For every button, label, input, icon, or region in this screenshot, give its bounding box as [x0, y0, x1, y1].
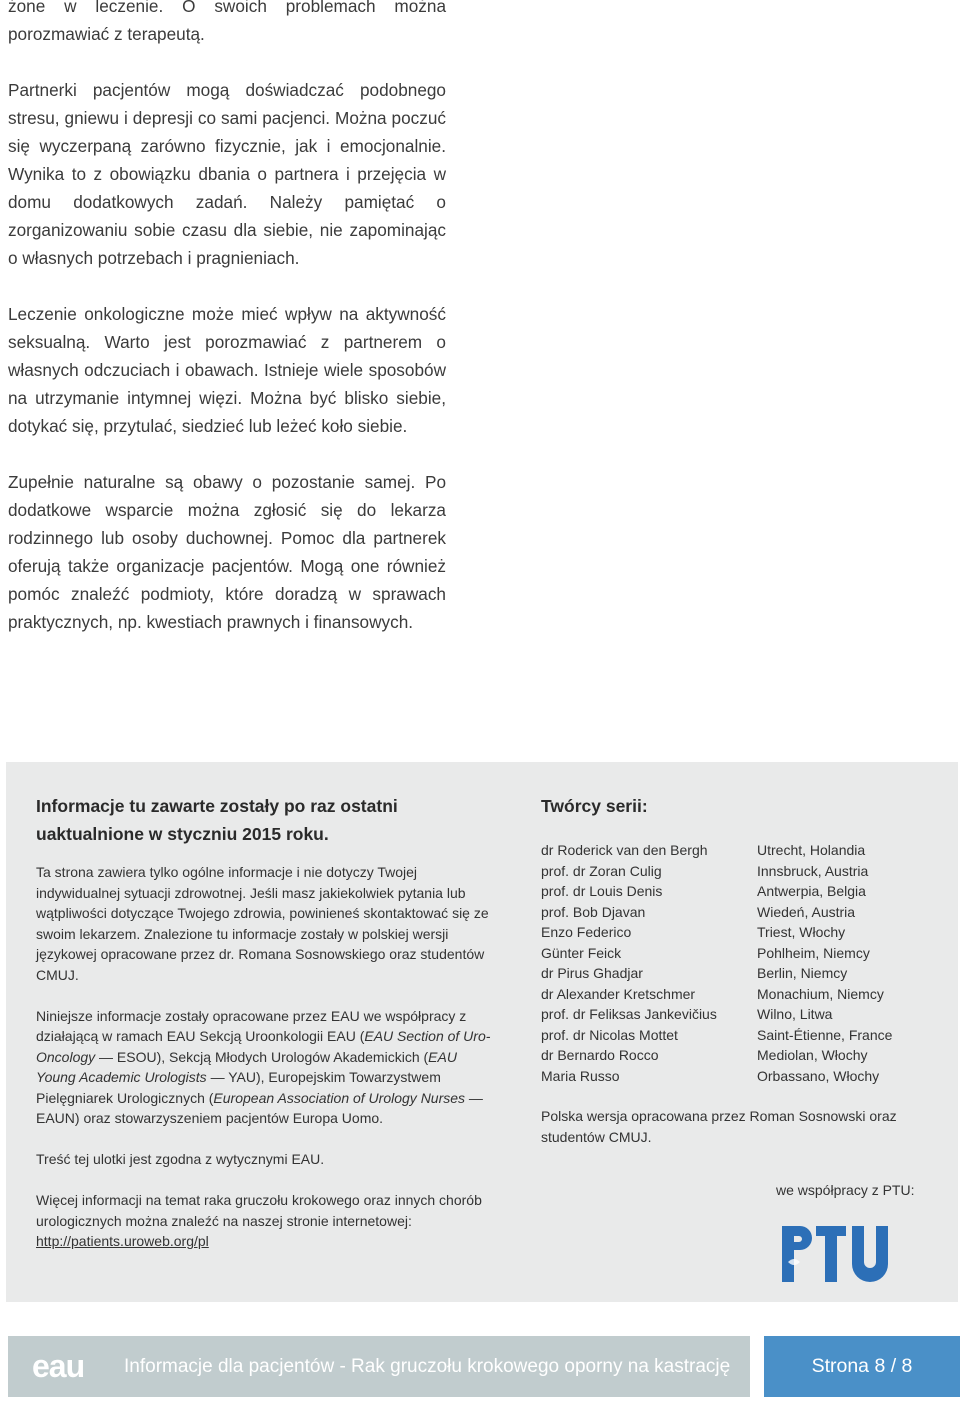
ptu-label: we współpracy z PTU: [776, 1182, 915, 1198]
author-place: Pohlheim, Niemcy [757, 944, 870, 961]
author-place: Wilno, Litwa [757, 1006, 833, 1022]
author-place: Mediolan, Włochy [757, 1047, 868, 1063]
author-place: Innsbruck, Austria [757, 862, 869, 879]
ptu-block [776, 1180, 946, 1293]
paragraph: Leczenie onkologiczne może mieć wpływ na aktywność seksualną. Warto jest porozmawiać z partnerem o własnych odczuciach i obawach. Istnieje wiele sposobów na utrzymanie intymnej więzi. Można być blisko siebie, dotykać się, przytulać, siedzieć lub leżeć koło siebie. [8, 304, 446, 436]
author-name: dr Pirus Ghadjar [541, 965, 643, 981]
collab-italic: EAU Young Academic Urologists [36, 1048, 457, 1085]
author-name: prof. dr Nicolas Mottet [541, 1026, 678, 1043]
collab-italic: EAU Section of Uro-Oncology [36, 1028, 491, 1065]
collab-part: Niniejsze informacje zostały opracowane przez EAU we współpracy z działającą w ramach EAU Sekcją Uroonkologii EAU ( [36, 1007, 467, 1044]
update-heading: Informacje tu zawarte zostały po raz ostatni uaktualnione w styczniu 2015 roku. [36, 796, 398, 844]
disclaimer-text: Ta strona zawiera tylko ogólne informacje i nie dotyczy Twojej indywidualnej sytuacji zdrowotnej. Jeśli masz jakiekolwiek pytania lub wątpliwości dotyczące Twojego zdrowia, powinieneś skontaktować się ze swoim lekarzem. Znalezione tu informacje zostały w polskiej wersji językowej opracowane przez dr. Romana Sosnowskiego oraz studentów CMUJ. [36, 864, 489, 983]
author-place: Wiedeń, Austria [757, 903, 856, 920]
author-name: prof. Bob Djavan [541, 903, 646, 920]
author-place: Utrecht, Holandia [757, 842, 866, 858]
author-place: Antwerpia, Belgia [757, 883, 866, 899]
collaboration-text [36, 1006, 492, 1129]
author-name: dr Bernardo Rocco [541, 1047, 659, 1063]
page-number-box [764, 1336, 960, 1397]
paragraph: Zupełnie naturalne są obawy o pozostanie samej. Po dodatkowe wsparcie można zgłosić się do lekarza rodzinnego lub osoby duchownej. Pomoc dla partnerek oferują także organizacje pacjentów. Mogą one również pomóc znaleźć podmioty, które doradzą w sprawach praktycznych, np. kwestiach prawnych i finansowych. [8, 472, 446, 632]
collab-part: — YAU), Europejskim Towarzystwem Pielęgniarek Urologicznych ( [36, 1069, 441, 1106]
body-text [8, 0, 446, 664]
eau-logo [32, 1350, 96, 1389]
ptu-logo [780, 1222, 946, 1293]
collab-part: — EAUN) oraz stowarzyszeniem pacjentów Europa Uomo. [36, 1089, 483, 1126]
footer-title: Informacje dla pacjentów - Rak gruczołu krokowego oporny na kastrację [124, 1356, 731, 1377]
paragraph: Partnerki pacjentów mogą doświadczać podobnego stresu, gniewu i depresji co sami pacjenci. Można poczuć się wyczerpaną zarówno fizycznie, jak i emocjonalnie. Wynika to z obowiązku dbania o partnera i przejęcia w domu dodatkowych zadań. Należy pamiętać o zorganizowaniu sobie czasu dla siebie, nie zapominając o własnych potrzebach i pragnieniach. [8, 80, 446, 268]
collab-part: — ESOU), Sekcją Młodych Urologów Akademickich ( [95, 1048, 429, 1065]
author-place: Triest, Włochy [757, 924, 846, 940]
author-name: Günter Feick [541, 944, 622, 961]
info-box [6, 762, 958, 1302]
author-place: Monachium, Niemcy [757, 985, 884, 1002]
collab-italic: European Association of Urology Nurses [213, 1089, 466, 1106]
guidelines-text: Treść tej ulotki jest zgodna z wytycznymi EAU. [36, 1151, 325, 1167]
authors-list [541, 840, 941, 1086]
authors-column [541, 792, 941, 1147]
authors-title: Twórcy serii: [541, 796, 648, 816]
author-place: Saint-Étienne, France [757, 1026, 893, 1043]
author-name: prof. dr Zoran Culig [541, 862, 662, 879]
author-name: prof. dr Feliksas Jankevičius [541, 1006, 717, 1022]
info-left-column [36, 792, 492, 1272]
author-name: dr Alexander Kretschmer [541, 985, 696, 1002]
author-place: Berlin, Niemcy [757, 965, 848, 981]
author-name: Enzo Federico [541, 924, 632, 940]
author-name: Maria Russo [541, 1067, 620, 1084]
page-number: Strona 8 / 8 [811, 1355, 913, 1377]
footer-bar [8, 1336, 750, 1397]
paragraph: żone w leczenie. O swoich problemach można porozmawiać z terapeutą. [8, 0, 446, 44]
more-info-label: Więcej informacji na temat raka gruczołu krokowego oraz innych chorób urologicznych można znaleźć na naszej stronie internetowej: [36, 1192, 482, 1229]
author-name: dr Roderick van den Bergh [541, 842, 708, 858]
author-place: Orbassano, Włochy [757, 1067, 880, 1084]
ptu-logo-text: PTU [780, 1222, 782, 1223]
author-name: prof. dr Louis Denis [541, 883, 663, 899]
website-link[interactable]: http://patients.uroweb.org/pl [36, 1233, 209, 1249]
eau-logo-text: eau [32, 1350, 85, 1384]
polish-version-note: Polska wersja opracowana przez Roman Sosnowski oraz studentów CMUJ. [541, 1108, 897, 1145]
more-info-text [36, 1190, 492, 1252]
